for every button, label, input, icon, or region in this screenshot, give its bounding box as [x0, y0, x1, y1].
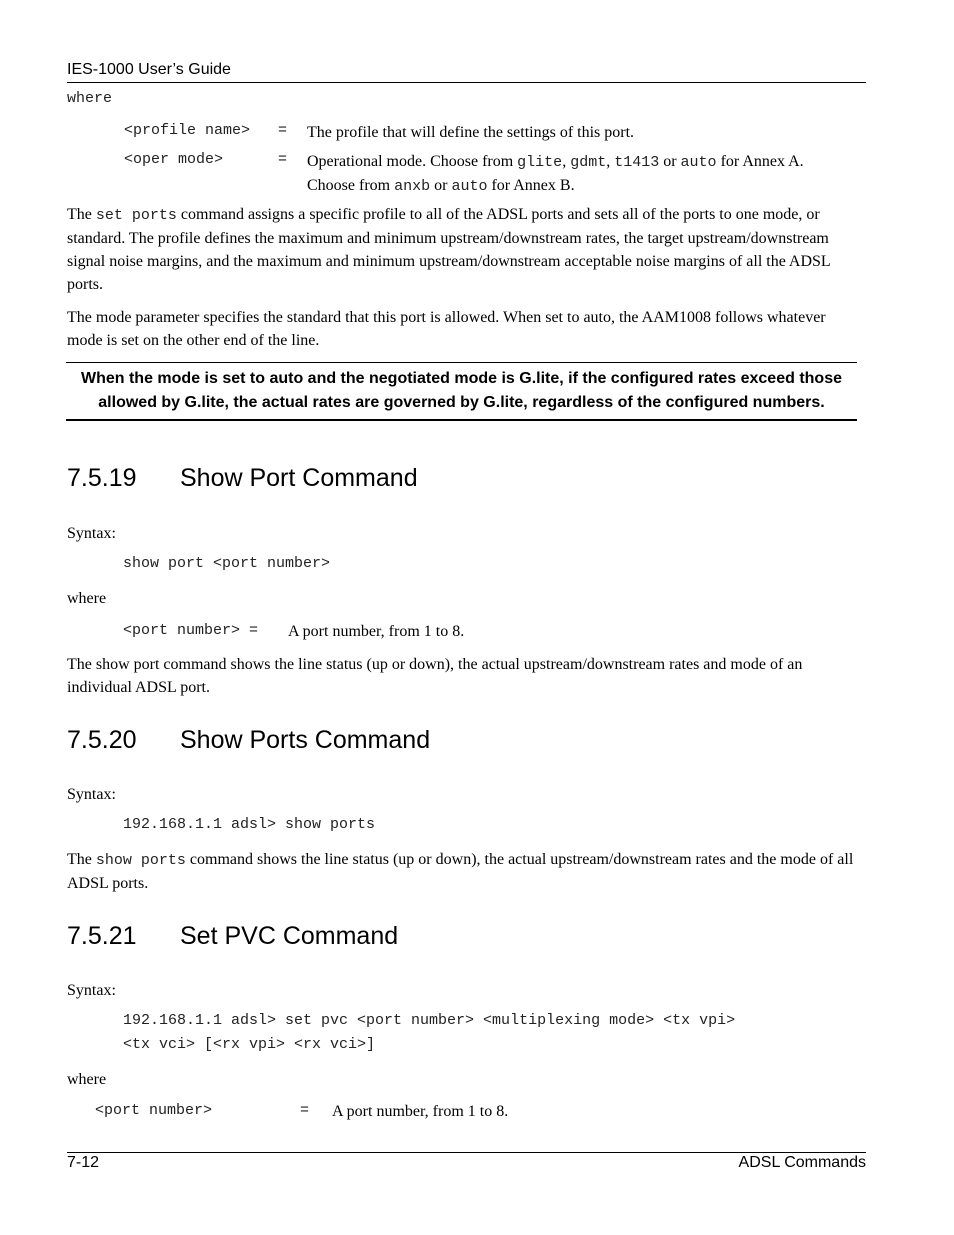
text-run: or — [659, 153, 681, 170]
header-rule — [67, 82, 866, 83]
code-auto: auto — [451, 178, 488, 195]
section-number: 7.5.20 — [67, 726, 137, 754]
note-box — [66, 362, 857, 421]
text-run: The — [67, 851, 96, 868]
text-run: Operational mode. Choose from — [307, 153, 518, 170]
text-run: for Annex A. Choose from — [307, 153, 804, 194]
text-run: , — [606, 153, 615, 170]
text-run: command shows the line status (up or down), the actual upstream/downstream rates and the mode of all ADSL ports. — [67, 851, 854, 892]
text-run: or — [430, 177, 452, 194]
def-equals: = — [278, 122, 288, 139]
section-title: Show Ports Command — [180, 726, 431, 754]
paragraph-show-port: The show port command shows the line status (up or down), the actual upstream/downstream rates and mode of an individual ADSL port. — [67, 656, 803, 696]
paragraph-show-ports — [67, 848, 857, 895]
code-t1413: t1413 — [614, 154, 660, 171]
chapter-name: ADSL Commands — [738, 1154, 866, 1171]
def-desc-port-number: A port number, from 1 to 8. — [288, 623, 465, 640]
section-title: Show Port Command — [180, 464, 418, 492]
code-auto: auto — [680, 154, 717, 171]
def-desc-profile-name: The profile that will define the settings of this port. — [307, 124, 635, 141]
code-glite: glite — [517, 154, 563, 171]
where-label: where — [67, 1071, 107, 1088]
def-equals: = — [300, 1102, 310, 1119]
code-set-pvc-line2: <tx vci> [<rx vpi> <rx vci>] — [123, 1036, 376, 1053]
code-set-pvc-line1: 192.168.1.1 adsl> set pvc <port number> <multiplexing mode> <tx vpi> — [123, 1012, 736, 1029]
section-number: 7.5.19 — [67, 464, 137, 492]
def-term-port-number: <port number> — [95, 1102, 213, 1119]
code-show-ports: 192.168.1.1 adsl> show ports — [123, 816, 376, 833]
footer-rule — [67, 1152, 866, 1153]
code-show-port: show port <port number> — [123, 555, 331, 572]
text-run: The — [67, 206, 96, 223]
section-heading-set-pvc — [67, 922, 398, 951]
code-gdmt: gdmt — [570, 154, 607, 171]
code-show-ports-inline: show ports — [95, 852, 186, 869]
section-title: Set PVC Command — [180, 922, 399, 950]
text-run: , — [562, 153, 571, 170]
def-term-oper-mode: <oper mode> — [124, 151, 224, 168]
note-text: When the mode is set to auto and the negotiated mode is G.lite, if the configured rates exceed those allowed by G.lite, the actual rates are governed by G.lite, regardless of the configured numbers. — [80, 370, 842, 411]
where-label: where — [67, 90, 113, 107]
code-set-ports: set ports — [95, 207, 177, 224]
paragraph-mode-parameter: The mode parameter specifies the standard that this port is allowed. When set to auto, the AAM1008 follows whatever mode is set on the other end of the line. — [67, 309, 826, 349]
def-equals: = — [278, 151, 288, 168]
section-heading-show-port — [67, 464, 418, 493]
section-heading-show-ports — [67, 726, 430, 755]
def-term-profile-name: <profile name> — [124, 122, 251, 139]
where-label: where — [67, 590, 107, 607]
running-header-title: IES-1000 User’s Guide — [67, 61, 231, 78]
page-number: 7-12 — [67, 1154, 100, 1171]
def-desc-oper-mode — [307, 150, 847, 198]
syntax-label: Syntax: — [67, 786, 116, 803]
text-run: for Annex B. — [487, 177, 575, 194]
def-term-port-number: <port number> = — [123, 622, 259, 639]
syntax-label: Syntax: — [67, 525, 116, 542]
paragraph-set-ports — [67, 203, 857, 296]
code-anxb: anxb — [394, 178, 431, 195]
def-desc-port-number: A port number, from 1 to 8. — [332, 1103, 509, 1120]
syntax-label: Syntax: — [67, 982, 116, 999]
section-number: 7.5.21 — [67, 922, 137, 950]
text-run: command assigns a specific profile to all of the ADSL ports and sets all of the ports to one mode, or standard. The profile defines the maximum and minimum upstream/downstream rates, the target upstream/downstream signal noise margins, and the maximum and minimum upstream/downstream acceptable noise margins of all the ADSL ports. — [67, 206, 831, 293]
